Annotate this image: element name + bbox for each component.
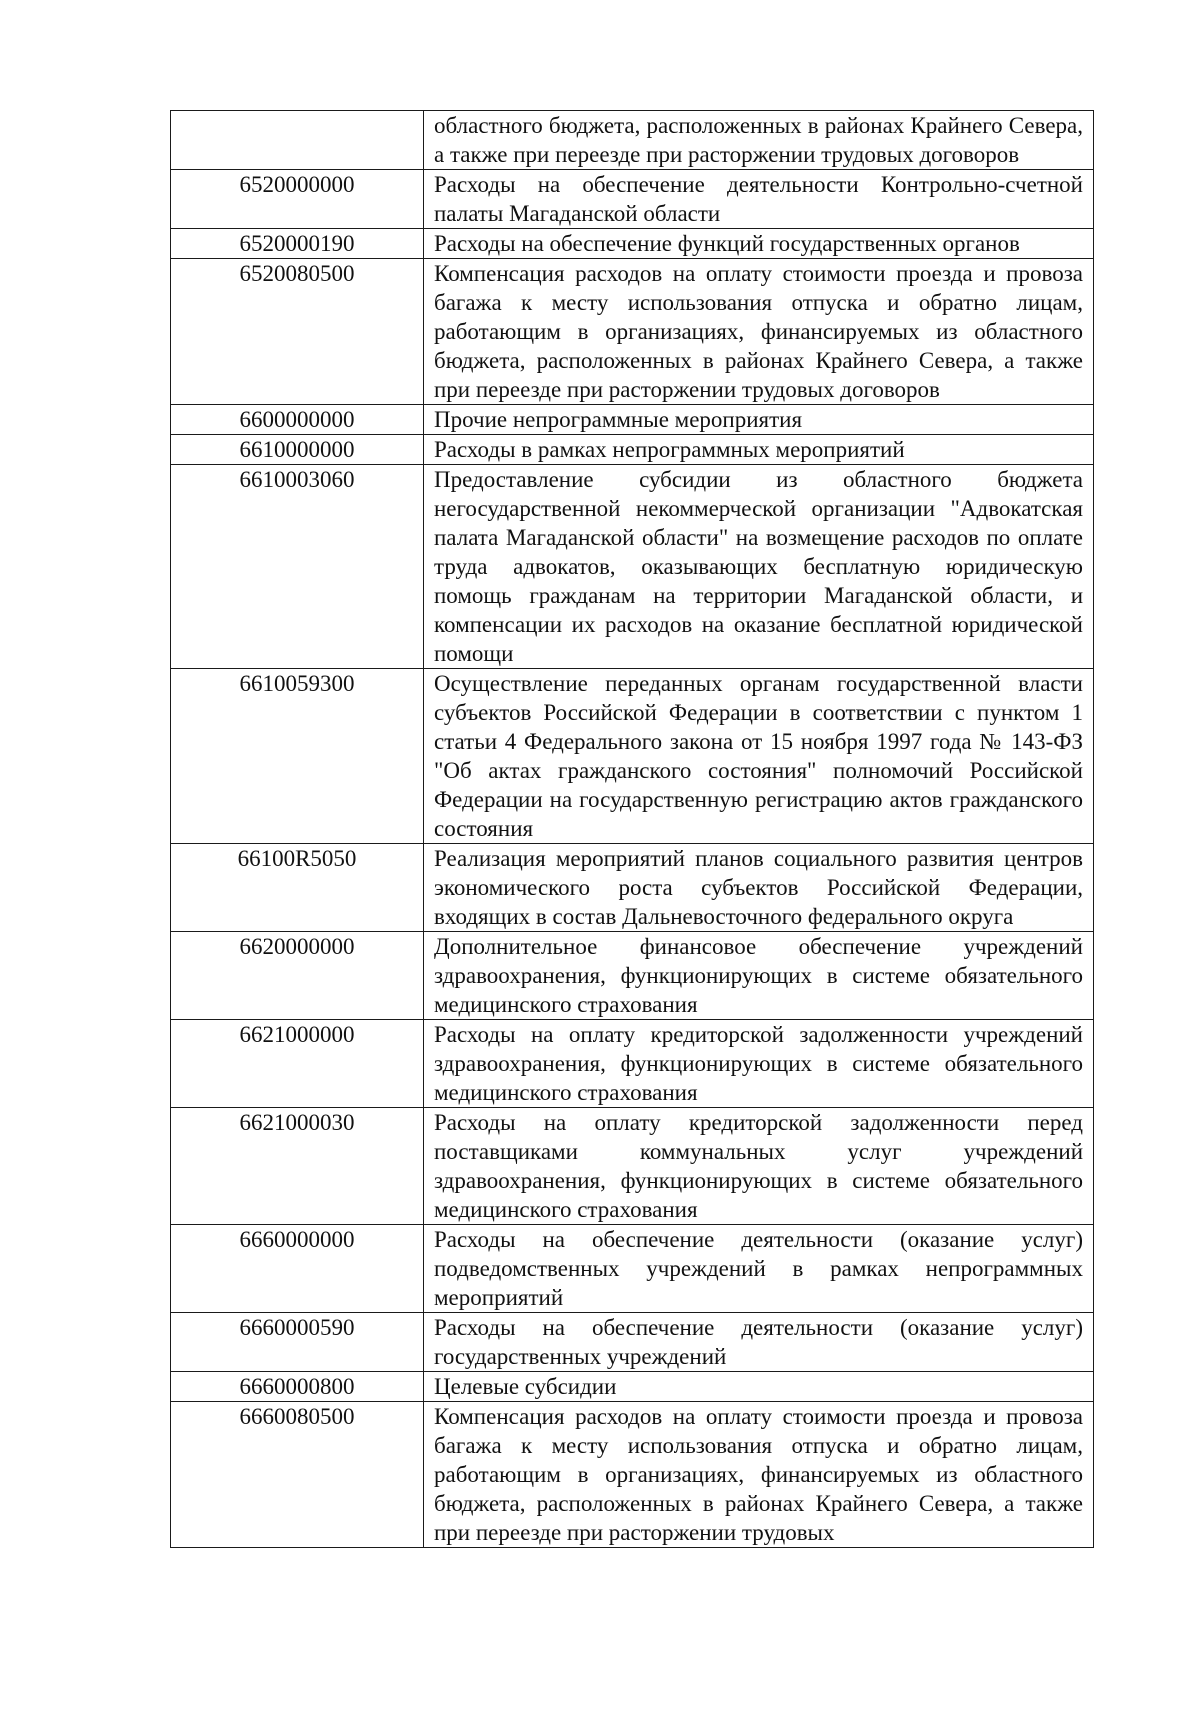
table-row	[171, 229, 1094, 259]
table-row	[171, 932, 1094, 1020]
code-cell: 6520080500	[171, 259, 424, 405]
description-cell: Расходы на оплату кредиторской задолженности перед поставщиками коммунальных услуг учреждений здравоохранения, функционирующих в системе обязательного медицинского страхования	[424, 1108, 1094, 1225]
code-cell	[171, 111, 424, 170]
code-cell: 6660000590	[171, 1313, 424, 1372]
table-row	[171, 1402, 1094, 1548]
table-row	[171, 1313, 1094, 1372]
table-row	[171, 465, 1094, 669]
code-cell: 6660080500	[171, 1402, 424, 1548]
description-cell: Расходы на оплату кредиторской задолженности учреждений здравоохранения, функционирующих в системе обязательного медицинского страхования	[424, 1020, 1094, 1108]
budget-classification-table	[170, 110, 1094, 1548]
description-cell: Целевые субсидии	[424, 1372, 1094, 1402]
table-row	[171, 1372, 1094, 1402]
description-cell: Дополнительное финансовое обеспечение учреждений здравоохранения, функционирующих в системе обязательного медицинского страхования	[424, 932, 1094, 1020]
code-cell: 6660000000	[171, 1225, 424, 1313]
code-cell: 6620000000	[171, 932, 424, 1020]
table-row	[171, 111, 1094, 170]
description-cell: Расходы на обеспечение функций государственных органов	[424, 229, 1094, 259]
code-cell: 6621000030	[171, 1108, 424, 1225]
table-row	[171, 1020, 1094, 1108]
table-row	[171, 844, 1094, 932]
code-cell: 6610003060	[171, 465, 424, 669]
code-cell: 6600000000	[171, 405, 424, 435]
table-row	[171, 435, 1094, 465]
code-cell: 6520000000	[171, 170, 424, 229]
code-cell: 66100R5050	[171, 844, 424, 932]
table-row	[171, 1108, 1094, 1225]
description-cell: Расходы на обеспечение деятельности (оказание услуг) подведомственных учреждений в рамках непрограммных мероприятий	[424, 1225, 1094, 1313]
description-cell: Компенсация расходов на оплату стоимости проезда и провоза багажа к месту использования отпуска и обратно лицам, работающим в организациях, финансируемых из областного бюджета, расположенных в районах Крайнего Севера, а также при переезде при расторжении трудовых	[424, 1402, 1094, 1548]
description-cell: Прочие непрограммные мероприятия	[424, 405, 1094, 435]
table-row	[171, 669, 1094, 844]
table-row	[171, 170, 1094, 229]
description-cell: Реализация мероприятий планов социального развития центров экономического роста субъектов Российской Федерации, входящих в состав Дальневосточного федерального округа	[424, 844, 1094, 932]
code-cell: 6660000800	[171, 1372, 424, 1402]
code-cell: 6520000190	[171, 229, 424, 259]
code-cell: 6621000000	[171, 1020, 424, 1108]
code-cell: 6610000000	[171, 435, 424, 465]
description-cell: Расходы на обеспечение деятельности Контрольно-счетной палаты Магаданской области	[424, 170, 1094, 229]
description-cell: Предоставление субсидии из областного бюджета негосударственной некоммерческой организации "Адвокатская палата Магаданской области" на возмещение расходов по оплате труда адвокатов, оказывающих бесплатную юридическую помощь гражданам на территории Магаданской области, и компенсации их расходов на оказание бесплатной юридической помощи	[424, 465, 1094, 669]
description-cell: Расходы в рамках непрограммных мероприятий	[424, 435, 1094, 465]
code-cell: 6610059300	[171, 669, 424, 844]
description-cell: Расходы на обеспечение деятельности (оказание услуг) государственных учреждений	[424, 1313, 1094, 1372]
table-row	[171, 1225, 1094, 1313]
description-cell: Компенсация расходов на оплату стоимости проезда и провоза багажа к месту использования отпуска и обратно лицам, работающим в организациях, финансируемых из областного бюджета, расположенных в районах Крайнего Севера, а также при переезде при расторжении трудовых договоров	[424, 259, 1094, 405]
description-cell: областного бюджета, расположенных в районах Крайнего Севера, а также при переезде при расторжении трудовых договоров	[424, 111, 1094, 170]
table-row	[171, 259, 1094, 405]
table-row	[171, 405, 1094, 435]
description-cell: Осуществление переданных органам государственной власти субъектов Российской Федерации в соответствии с пунктом 1 статьи 4 Федерального закона от 15 ноября 1997 года № 143-ФЗ "Об актах гражданского состояния" полномочий Российской Федерации на государственную регистрацию актов гражданского состояния	[424, 669, 1094, 844]
